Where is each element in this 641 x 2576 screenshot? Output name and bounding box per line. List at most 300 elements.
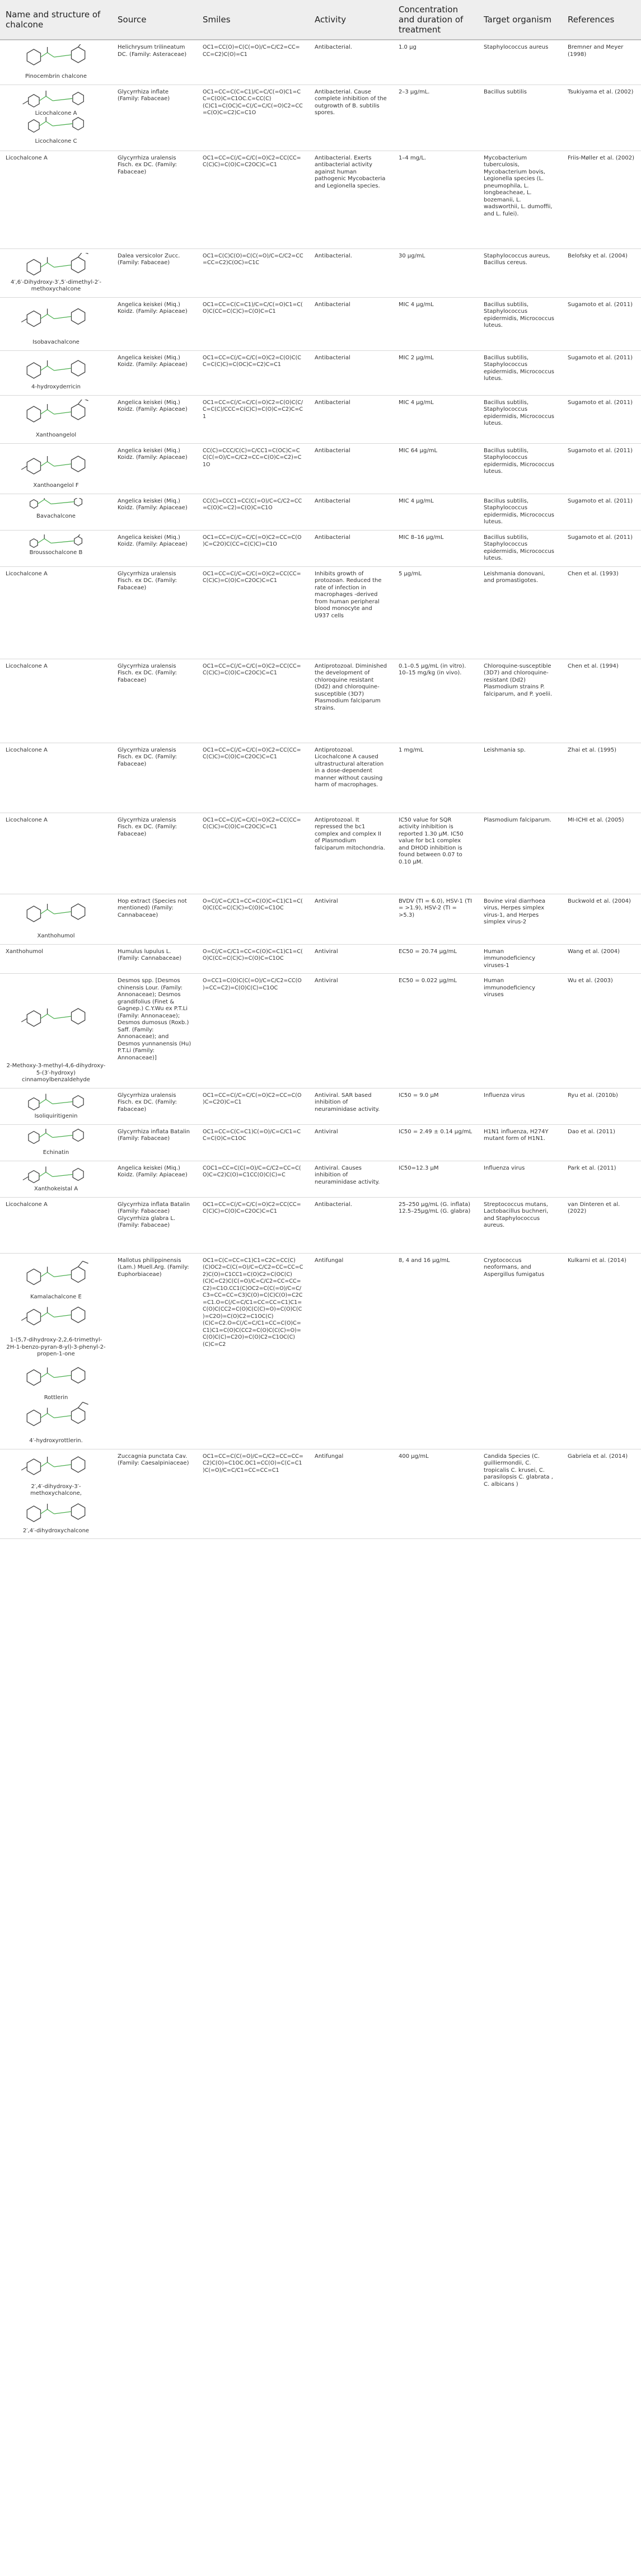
smiles-cell-text: CC(C)=CCC/C(C)=C/CC1=C(OC)C=CC(C(=O)/C=C/C2=CC=C(O)C=C2)=C1O <box>203 447 302 468</box>
activity-cell-text: Antibacterial <box>315 534 350 541</box>
concentration-cell-text: 5 µg/mL <box>399 570 422 577</box>
chalcone-name-cell <box>0 813 112 894</box>
table-row <box>0 248 641 297</box>
chalcone-name-cell <box>0 1124 112 1161</box>
reference-cell-text: Ryu et al. (2010b) <box>568 1092 618 1099</box>
source-cell <box>112 1161 197 1197</box>
reference-cell <box>562 1088 641 1124</box>
target-cell <box>478 813 562 894</box>
smiles-cell <box>197 248 309 297</box>
concentration-cell <box>393 1088 478 1124</box>
concentration-cell <box>393 566 478 659</box>
smiles-cell <box>197 494 309 530</box>
target-cell <box>478 350 562 395</box>
concentration-cell <box>393 659 478 743</box>
smiles-cell-text: OC1=CC=C(/C=C/C(=O)C2=CC(CC=C(C)C)=C(O)C=C2OC)C=C1 <box>203 570 301 584</box>
reference-cell-text: Friis-Møller et al. (2002) <box>568 154 635 161</box>
table-row <box>0 494 641 530</box>
concentration-cell-text: MIC 8–16 µg/mL <box>399 534 444 541</box>
chemical-structure-drawing <box>6 1165 106 1185</box>
concentration-cell-text: IC50=12.3 µM <box>399 1165 439 1171</box>
activity-cell-text: Antiviral <box>315 898 338 904</box>
source-cell-text: Desmos spp. [Desmos chinensis Lour. (Family: Annonaceae); Desmos grandifolius (Finet & Gagnep.) C.Y.Wu ex P.T.Li (Family: Annonaceae); Desmos dumosus (Roxb.) Saff. (Family: Annonaceae); and Desmos yunnanensis (Hu) P.T.Li (Family: Annonaceae)] <box>118 978 191 1061</box>
target-cell <box>478 894 562 944</box>
header-smiles: Smiles <box>197 0 309 40</box>
table-row <box>0 1161 641 1197</box>
reference-cell <box>562 894 641 944</box>
chalcone-structure <box>6 44 106 81</box>
activity-cell-text: Antibacterial. <box>315 1201 352 1208</box>
source-cell <box>112 894 197 944</box>
table-row <box>0 566 641 659</box>
target-cell-text: Staphylococcus aureus, Bacillus cereus. <box>484 252 550 266</box>
chalcone-name: Licochalcone A <box>6 570 48 577</box>
source-cell-text: Glycyrrhiza uralensis Fisch. ex DC. (Family: Fabaceae) <box>118 663 177 683</box>
table-row <box>0 1253 641 1449</box>
smiles-cell <box>197 530 309 566</box>
concentration-cell <box>393 1161 478 1197</box>
chalcone-structure <box>6 1092 106 1120</box>
chalcone-name-cell <box>0 443 112 494</box>
chemical-structure-drawing <box>6 1401 106 1437</box>
source-cell-text: Glycyrrhiza uralensis Fisch. ex DC. (Family: Fabaceae) <box>118 817 177 837</box>
target-cell <box>478 1253 562 1449</box>
table-row <box>0 743 641 813</box>
activity-cell <box>309 1088 393 1124</box>
concentration-cell <box>393 443 478 494</box>
activity-cell <box>309 659 393 743</box>
reference-cell-text: Wang et al. (2004) <box>568 948 620 955</box>
smiles-cell <box>197 743 309 813</box>
activity-cell <box>309 350 393 395</box>
chalcone-name: Xanthohumol <box>6 948 44 955</box>
source-cell-text: Zuccagnia punctata Cav. (Family: Caesalpiniaceae) <box>118 1453 189 1466</box>
chemical-structure-drawing <box>6 898 106 932</box>
smiles-cell-text: OC1=CC=C(/C=C/C(=O)C2=CC(CC=C(C)C)=C(O)C=C2OC)C=C1 <box>203 154 301 168</box>
source-cell-text: Humulus lupulus L. (Family: Cannabaceae) <box>118 948 182 961</box>
activity-cell-text: Antifungal <box>315 1453 344 1460</box>
source-cell <box>112 297 197 350</box>
source-cell <box>112 1197 197 1253</box>
target-cell <box>478 85 562 151</box>
smiles-cell <box>197 40 309 85</box>
reference-cell <box>562 659 641 743</box>
smiles-cell <box>197 1161 309 1197</box>
chalcone-name-cell <box>0 1088 112 1124</box>
chalcone-structure <box>6 498 106 520</box>
header-concentration: Concentration and duration of treatment <box>393 0 478 40</box>
concentration-cell <box>393 530 478 566</box>
activity-cell-text: Antiviral <box>315 1128 338 1135</box>
target-cell <box>478 443 562 494</box>
chalcone-name-cell <box>0 350 112 395</box>
reference-cell-text: MI-ICHI et al. (2005) <box>568 817 624 823</box>
chalcone-structure <box>6 448 106 490</box>
chalcone-name: 4′-hydroxyrottlerin. <box>29 1438 83 1444</box>
smiles-cell-text: OC1=CC=C(/C=C/C(=O)C2=CC(CC=C(C)C)=C(O)C=C2OC)C=C1 <box>203 1201 301 1214</box>
chalcone-name-cell <box>0 40 112 85</box>
activity-cell-text: Antibacterial <box>315 447 350 454</box>
chalcone-name: 4′,6′-Dihydroxy-3′,5′-dimethyl-2′-methoxychalcone <box>11 279 101 292</box>
chalcone-name: Xanthohumol <box>37 932 75 939</box>
source-cell-text: Dalea versicolor Zucc. (Family: Fabaceae) <box>118 252 180 266</box>
chalcone-structure <box>6 1401 106 1445</box>
chalcone-name: Isoliquiritigenin <box>34 1113 78 1119</box>
chalcone-structure <box>6 400 106 439</box>
reference-cell <box>562 1124 641 1161</box>
target-cell <box>478 1088 562 1124</box>
source-cell <box>112 1124 197 1161</box>
smiles-cell-text: OC1=CC=C(/C=C/C(=O)C2=CC=C(O)C=C2O)C=C1 <box>203 1092 302 1105</box>
reference-cell <box>562 40 641 85</box>
smiles-cell-text: O=CC1=C(O)C(C(=O)/C=C/C2=CC(O)=CC=C2)=C(O)C(C)=C1OC <box>203 978 302 991</box>
target-cell-text: Cryptococcus neoformans, and Aspergillus fumigatus <box>484 1257 545 1278</box>
table-row <box>0 894 641 944</box>
concentration-cell-text: MIC 4 µg/mL <box>399 301 434 308</box>
concentration-cell <box>393 297 478 350</box>
target-cell <box>478 248 562 297</box>
smiles-cell-text: OC1=CC=C(/C=C/C(=O)C2=CC(CC=C(C)C)=C(O)C=C2OC)C=C1 <box>203 663 301 676</box>
reference-cell-text: Gabriela et al. (2014) <box>568 1453 628 1460</box>
target-cell-text: Streptococcus mutans, Lactobacillus buchneri, and Staphylococcus aureus. <box>484 1201 549 1228</box>
smiles-cell <box>197 1449 309 1539</box>
reference-cell <box>562 974 641 1088</box>
concentration-cell <box>393 1253 478 1449</box>
activity-cell-text: Antiviral <box>315 978 338 984</box>
source-cell-text: Glycyrrhiza uralensis Fisch. ex DC. (Family: Fabaceae) <box>118 1092 177 1113</box>
activity-cell <box>309 743 393 813</box>
activity-cell-text: Antibacterial. Exerts antibacterial activity against human pathogenic Mycobacteria and Legionella species. <box>315 154 386 189</box>
concentration-cell-text: EC50 = 20.74 µg/mL <box>399 948 457 955</box>
concentration-cell <box>393 974 478 1088</box>
smiles-cell-text: OC1=CC=C(C=C1)/C=C/C(=O)C1=CC=C(O)C=C1OC.C=CC(C)(C)C1=C(OC)C=C(/C=C/C(=O)C2=CC=C(O)C=C2)C=C1O <box>203 88 303 116</box>
smiles-cell-text: OC1=CC=C(/C=C/C(=O)C2=C(O)C(CC=C(C)C)=C(OC)C=C2)C=C1 <box>203 354 301 368</box>
source-cell <box>112 85 197 151</box>
concentration-cell <box>393 248 478 297</box>
header-name: Name and structure of chalcone <box>0 0 112 40</box>
chalcone-name-cell <box>0 743 112 813</box>
activity-cell-text: Antibacterial. <box>315 44 352 50</box>
target-cell-text: Influenza virus <box>484 1165 525 1171</box>
chalcone-name: Kamalachalcone E <box>30 1293 82 1300</box>
activity-cell-text: Antibacterial <box>315 399 350 406</box>
target-cell <box>478 494 562 530</box>
concentration-cell <box>393 894 478 944</box>
chemical-structure-drawing <box>6 1092 106 1112</box>
chemical-structure-drawing <box>6 89 106 109</box>
smiles-cell-text: COC1=CC=C(C(=O)/C=C/C2=CC=C(O)C=C2)C(O)=C1CC(O)C(C)=C <box>203 1165 301 1178</box>
concentration-cell <box>393 40 478 85</box>
source-cell <box>112 1449 197 1539</box>
source-cell-text: Angelica keiskei (Miq.) Koidz. (Family: Apiaceae) <box>118 301 188 315</box>
chemical-structure-drawing <box>6 1257 106 1293</box>
target-cell <box>478 1449 562 1539</box>
reference-cell-text: van Dinteren et al. (2022) <box>568 1201 620 1214</box>
target-cell <box>478 1124 562 1161</box>
activity-cell <box>309 1124 393 1161</box>
activity-cell-text: Antiprotozoal. It repressed the bc1 complex and complex II of Plasmodium falciparum mitochondria. <box>315 817 385 851</box>
reference-cell <box>562 1161 641 1197</box>
activity-cell-text: Antiviral. SAR based inhibition of neuraminidase activity. <box>315 1092 380 1113</box>
smiles-cell-text: OC1=C(C=CC=C1)C1=C2C=CC(C)(C)OC2=C(C(=O)/C=C/C2=CC=CC=C2)C(O)=C1CC1=C(O)C2=C(OC(C)(C)C=C2)C(C(=O)/C=C/C2=CC=CC=C2)=C1O.CC1(C)OC2=C(C(=O)/C=C/C3=CC=CC=C3)C(O)=C(C)C(O)=C2C=C1.O=C(/C=C/C1=CC=CC=C1)C1=C(O)C(CC2=C(O)C(C(C)=O)=C(O)C(C)=C2O)=C(O)C2=C1OC(C)(C)C=C2.O=C(/C=C/C1=CC=C(O)C=C1)C1=C(O)C(CC2=C(O)C(C(C)=O)=C(O)C(C)=C2O)=C(O)C2=C1OC(C)(C)C=C2 <box>203 1257 303 1348</box>
target-cell-text: Leishmania sp. <box>484 747 526 753</box>
chalcone-structure <box>6 302 106 346</box>
smiles-cell-text: OC1=CC=C(C(=O)/C=C/C2=CC=CC=C2)C(O)=C1OC.OC1=CC(O)=C(C=C1)C(=O)/C=C/C1=CC=CC=C1 <box>203 1453 303 1474</box>
smiles-cell <box>197 944 309 974</box>
target-cell <box>478 974 562 1088</box>
table-row <box>0 350 641 395</box>
source-cell <box>112 566 197 659</box>
chalcone-name: 1-(5,7-dihydroxy-2,2,6-trimethyl-2H-1-benzo-pyran-8-yl)-3-phenyl-2-propen-1-one <box>6 1337 106 1357</box>
chalcone-name: Pinocembrin chalcone <box>25 73 87 79</box>
target-cell-text: Plasmodium falciparum. <box>484 817 551 823</box>
concentration-cell-text: IC50 = 2.49 ± 0.14 µg/mL <box>399 1128 472 1135</box>
header-target: Target organism <box>478 0 562 40</box>
source-cell <box>112 151 197 248</box>
chemical-structure-drawing <box>6 1358 106 1393</box>
table-row <box>0 151 641 248</box>
target-cell <box>478 530 562 566</box>
source-cell-text: Glycyrrhiza inflata Batalin (Family: Fabaceae) <box>118 1128 190 1142</box>
activity-cell-text: Antiprotozoal. Diminished the development of chloroquine resistant (Dd2) and chloroquine-susceptible (3D7) Plasmodium falciparum strains. <box>315 663 387 711</box>
activity-cell <box>309 894 393 944</box>
source-cell <box>112 443 197 494</box>
table-row <box>0 1449 641 1539</box>
chalcone-structure <box>6 978 106 1084</box>
concentration-cell-text: MIC 4 µg/mL <box>399 399 434 406</box>
source-cell <box>112 494 197 530</box>
reference-cell-text: Sugamoto et al. (2011) <box>568 498 633 504</box>
smiles-cell-text: CC(C)=CCC1=CC(C(=O)/C=C/C2=CC=C(O)C=C2)=C(O)C=C1O <box>203 498 302 511</box>
smiles-cell-text: OC1=CC=C(/C=C/C(=O)C2=CC(CC=C(C)C)=C(O)C=C2OC)C=C1 <box>203 747 301 760</box>
chemical-structure-drawing <box>6 534 106 548</box>
chalcone-name-cell <box>0 494 112 530</box>
header-activity: Activity <box>309 0 393 40</box>
smiles-cell <box>197 1197 309 1253</box>
concentration-cell-text: 30 µg/mL <box>399 252 425 259</box>
concentration-cell-text: IC50 value for SQR activity inhibition is reported 1.30 µM. IC50 value for bc1 complex and DHOD inhibition is found between 0.07 to 0.10 µM. <box>399 817 464 865</box>
chalcone-name-cell <box>0 395 112 443</box>
target-cell-text: Bacillus subtilis, Staphylococcus epidermidis, Micrococcus luteus. <box>484 301 555 329</box>
chalcone-name-cell <box>0 1161 112 1197</box>
table-row <box>0 297 641 350</box>
smiles-cell <box>197 350 309 395</box>
table-row <box>0 1088 641 1124</box>
chalcone-name: 2-Methoxy-3-methyl-4,6-dihydroxy-5-(3′-hydroxy) cinnamoylbenzaldehyde <box>6 1063 106 1083</box>
smiles-cell-text: OC1=CC=C(C=C1)C(=O)/C=C/C1=CC=C(O)C=C1OC <box>203 1128 301 1142</box>
concentration-cell-text: 1–4 mg/L. <box>399 154 427 161</box>
concentration-cell-text: 8, 4 and 16 µg/mL <box>399 1257 450 1264</box>
activity-cell <box>309 1253 393 1449</box>
source-cell <box>112 1088 197 1124</box>
chalcone-name-cell <box>0 297 112 350</box>
smiles-cell <box>197 566 309 659</box>
header-row <box>0 0 641 40</box>
header-references: References <box>562 0 641 40</box>
target-cell <box>478 743 562 813</box>
activity-cell-text: Antibacterial <box>315 354 350 361</box>
table-row <box>0 443 641 494</box>
activity-cell-text: Antiviral <box>315 948 338 955</box>
source-cell-text: Glycyrrhiza inflata Batalin (Family: Fabaceae) Glycyrrhiza glabra L. (Family: Fabaceae) <box>118 1201 190 1228</box>
chalcone-name-cell <box>0 1449 112 1539</box>
chalcone-name: 2′,4′-dihydroxy-3′-methoxychalcone, <box>30 1483 82 1496</box>
concentration-cell <box>393 743 478 813</box>
source-cell-text: Glycyrrhiza uralensis Fisch. ex DC. (Family: Fabaceae) <box>118 570 177 591</box>
chalcone-name-cell <box>0 151 112 248</box>
reference-cell-text: Chen et al. (1994) <box>568 663 619 669</box>
activity-cell <box>309 944 393 974</box>
source-cell <box>112 350 197 395</box>
target-cell-text: Leishmania donovani, and promastigotes. <box>484 570 545 584</box>
smiles-cell <box>197 813 309 894</box>
table-row <box>0 1124 641 1161</box>
activity-cell <box>309 813 393 894</box>
chemical-structure-drawing <box>6 253 106 278</box>
source-cell-text: Hop extract (Species not mentioned) (Family: Cannabaceae) <box>118 898 187 918</box>
reference-cell-text: Tsukiyama et al. (2002) <box>568 88 634 95</box>
chalcone-structure <box>6 89 106 118</box>
chalcone-name: Rottlerin <box>44 1394 68 1401</box>
target-cell-text: Bacillus subtilis, Staphylococcus epidermidis, Micrococcus luteus. <box>484 498 555 525</box>
chalcone-structure <box>6 1301 106 1358</box>
table-row <box>0 85 641 151</box>
chalcone-name: Xanthoangelol <box>35 431 77 438</box>
concentration-cell <box>393 813 478 894</box>
concentration-cell <box>393 944 478 974</box>
smiles-cell-text: OC1=CC(O)=C(C(=O)/C=C/C2=CC=CC=C2)C(O)=C1 <box>203 44 300 58</box>
chalcone-structure <box>6 253 106 293</box>
chalcone-name: Bavachalcone <box>36 513 76 519</box>
smiles-cell <box>197 1253 309 1449</box>
chalcone-structure <box>6 117 106 146</box>
chalcone-name: Licochalcone A <box>6 817 48 823</box>
chalcone-name-cell <box>0 894 112 944</box>
smiles-cell-text: O=C(/C=C/C1=CC=C(O)C=C1)C1=C(O)C(CC=C(C)C)=C(O)C=C1OC <box>203 898 303 911</box>
target-cell <box>478 566 562 659</box>
reference-cell <box>562 395 641 443</box>
chalcone-structure <box>6 1257 106 1301</box>
reference-cell-text: Sugamoto et al. (2011) <box>568 534 633 541</box>
table-row <box>0 40 641 85</box>
target-cell-text: Human immunodeficiency viruses <box>484 978 536 998</box>
activity-cell-text: Antibacterial. <box>315 252 352 259</box>
reference-cell <box>562 530 641 566</box>
target-cell <box>478 1197 562 1253</box>
table-row <box>0 659 641 743</box>
source-cell <box>112 40 197 85</box>
chemical-structure-drawing <box>6 1129 106 1148</box>
activity-cell <box>309 40 393 85</box>
table-row <box>0 1197 641 1253</box>
smiles-cell-text: OC1=C(C)C(O)=C(C(=O)/C=C/C2=CC=CC=C2)C(OC)=C1C <box>203 252 303 266</box>
source-cell <box>112 974 197 1088</box>
reference-cell-text: Sugamoto et al. (2011) <box>568 354 633 361</box>
target-cell-text: Bacillus subtilis, Staphylococcus epidermidis, Micrococcus luteus. <box>484 354 555 382</box>
activity-cell-text: Antibacterial. Cause complete inhibition of the outgrowth of B. subtilis spores. <box>315 88 387 116</box>
reference-cell <box>562 443 641 494</box>
chemical-structure-drawing <box>6 355 106 383</box>
chemical-structure-drawing <box>6 400 106 431</box>
reference-cell <box>562 151 641 248</box>
reference-cell <box>562 1449 641 1539</box>
source-cell-text: Angelica keiskei (Miq.) Koidz. (Family: Apiaceae) <box>118 399 188 412</box>
concentration-cell-text: 25–250 µg/mL (G. inflata) 12.5–25µg/mL (G. glabra) <box>399 1201 471 1214</box>
table-row <box>0 974 641 1088</box>
reference-cell <box>562 1253 641 1449</box>
smiles-cell <box>197 443 309 494</box>
concentration-cell <box>393 1449 478 1539</box>
chalcone-name: Licochalcone A <box>6 663 48 669</box>
concentration-cell <box>393 494 478 530</box>
source-cell <box>112 659 197 743</box>
chalcone-name-cell <box>0 566 112 659</box>
header-source: Source <box>112 0 197 40</box>
table-row <box>0 530 641 566</box>
chemical-structure-drawing <box>6 1301 106 1336</box>
chalcone-structure <box>6 898 106 940</box>
activity-cell-text: Antifungal <box>315 1257 344 1264</box>
reference-cell-text: Zhai et al. (1995) <box>568 747 617 753</box>
source-cell <box>112 530 197 566</box>
target-cell-text: Influenza virus <box>484 1092 525 1099</box>
concentration-cell-text: IC50 = 9.0 µM <box>399 1092 439 1099</box>
smiles-cell <box>197 1124 309 1161</box>
reference-cell <box>562 944 641 974</box>
target-cell-text: Bacillus subtilis, Staphylococcus epidermidis, Micrococcus luteus. <box>484 399 555 426</box>
target-cell-text: Bacillus subtilis, Staphylococcus epidermidis, Micrococcus luteus. <box>484 447 555 475</box>
target-cell-text: H1N1 influenza, H274Y mutant form of H1N1. <box>484 1128 549 1142</box>
reference-cell-text: Sugamoto et al. (2011) <box>568 447 633 454</box>
smiles-cell-text: OC1=CC=C(/C=C/C(=O)C2=CC(CC=C(C)C)=C(O)C=C2OC)C=C1 <box>203 817 301 830</box>
chalcone-name-cell <box>0 1253 112 1449</box>
smiles-cell <box>197 395 309 443</box>
source-cell <box>112 395 197 443</box>
source-cell-text: Angelica keiskei (Miq.) Koidz. (Family: Apiaceae) <box>118 534 188 547</box>
target-cell-text: Bovine viral diarrhoea virus, Herpes simplex virus-1, and Herpes simplex virus-2 <box>484 898 546 925</box>
chalcone-structure <box>6 355 106 391</box>
chalcone-name: Echinatin <box>43 1149 69 1156</box>
activity-cell <box>309 974 393 1088</box>
concentration-cell-text: 0.1–0.5 µg/mL (in vitro). 10–15 mg/kg (in vivo). <box>399 663 466 676</box>
chalcone-name: Broussochalcone B <box>29 549 83 556</box>
reference-cell <box>562 743 641 813</box>
reference-cell-text: Belofsky et al. (2004) <box>568 252 628 259</box>
chalcone-structure <box>6 1358 106 1402</box>
target-cell-text: Bacillus subtilis <box>484 88 527 95</box>
chalcone-structure <box>6 1165 106 1193</box>
smiles-cell <box>197 1088 309 1124</box>
chalcone-name-cell <box>0 248 112 297</box>
chalcone-name-cell <box>0 530 112 566</box>
chalcone-name: Licochalcone A <box>35 110 77 116</box>
target-cell <box>478 297 562 350</box>
chalcone-name: Xanthokeistal A <box>34 1185 78 1192</box>
chalcone-name: Licochalcone C <box>35 138 77 144</box>
target-cell <box>478 1161 562 1197</box>
source-cell <box>112 813 197 894</box>
smiles-cell-text: OC1=CC=C(C=C1)/C=C/C(=O)C1=C(O)C(CC=C(C)C)=C(O)C=C1 <box>203 301 303 315</box>
reference-cell-text: Sugamoto et al. (2011) <box>568 399 633 406</box>
smiles-cell-text: O=C(/C=C/C1=CC=C(O)C=C1)C1=C(O)C(CC=C(C)C)=C(O)C=C1OC <box>203 948 303 961</box>
target-cell <box>478 659 562 743</box>
target-cell-text: Candida Species (C. guilliermondii, C. tropicalis C. krusei, C. parasilopsis C. glabrata , C. albicans ) <box>484 1453 553 1488</box>
chemical-structure-drawing <box>6 1453 106 1482</box>
chalcone-name: 2′,4′-dihydroxychalcone <box>22 1527 90 1534</box>
reference-cell <box>562 813 641 894</box>
reference-cell <box>562 297 641 350</box>
concentration-cell-text: MIC 64 µg/mL <box>399 447 438 454</box>
